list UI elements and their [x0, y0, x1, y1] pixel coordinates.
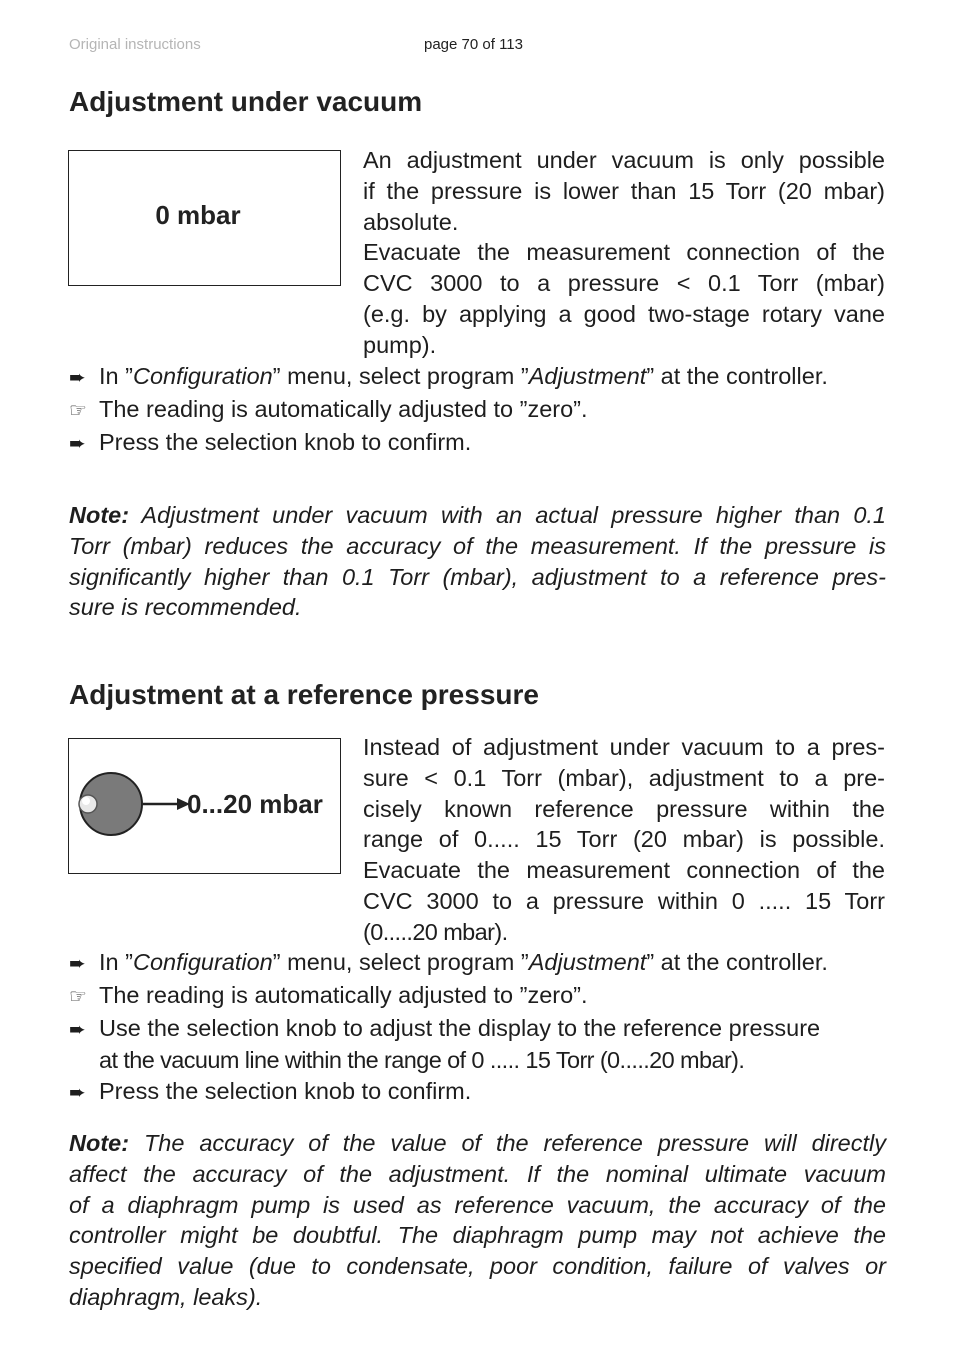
pointing-hand-icon: ☞ [69, 399, 87, 422]
step-text: In ” [99, 363, 133, 389]
page-number: page 70 of 113 [424, 36, 523, 53]
step-text: The reading is automatically adjusted to ”zero”. [99, 981, 588, 1008]
para-line: Evacuate the measurement connection of the [363, 857, 885, 884]
display-box-vacuum [68, 150, 341, 286]
para-line: cisely known reference pressure within the [363, 795, 885, 822]
note-line: specified value (due to condensate, poor condition, failure of valves or [69, 1253, 886, 1280]
step-text: ” at the controller. [646, 949, 828, 975]
para-line: CVC 3000 to a pressure within 0 ..... 15 Torr [363, 887, 885, 914]
step-emphasis: Adjustment [528, 949, 647, 975]
display-box-reference [68, 738, 341, 874]
display-reading: 0...20 mbar [187, 789, 323, 819]
arrow-icon: ➨ [69, 1082, 86, 1105]
para-line: An adjustment under vacuum is only possible [363, 147, 885, 173]
step-item [69, 394, 899, 427]
step-text: Press the selection knob to confirm. [99, 1078, 472, 1105]
pointing-hand-icon: ☞ [69, 985, 87, 1008]
section2-steps [69, 947, 899, 1109]
para-line: (0.....20 mbar). [363, 918, 508, 945]
para-line: range of 0..... 15 Torr (20 mbar) is possible. [363, 826, 885, 853]
para-line: (e.g. by applying a good two-stage rotary vane [363, 300, 885, 327]
para-line: CVC 3000 to a pressure < 0.1 Torr (mbar) [363, 270, 885, 297]
step-continuation: at the vacuum line within the range of 0 ..... 15 Torr (0.....20 mbar). [99, 1047, 745, 1074]
note-line: affect the accuracy of the adjustment. If the nominal ultimate vacuum [69, 1160, 886, 1187]
step-emphasis: Configuration [132, 949, 273, 975]
section-title-reference: Adjustment at a reference pressure [69, 679, 539, 710]
step-item [69, 947, 899, 980]
step-item [69, 427, 899, 460]
section-title-vacuum: Adjustment under vacuum [69, 86, 423, 117]
header-label: Original instructions [69, 36, 201, 53]
note-line [69, 1128, 886, 1159]
para-line: if the pressure is lower than 15 Torr (20 mbar) [363, 177, 885, 204]
step-item [69, 1013, 899, 1046]
step-emphasis: Configuration [132, 363, 273, 389]
note-line: controller might be doubtful. The diaphragm pump may not achieve the [69, 1222, 886, 1249]
step-emphasis: Adjustment [528, 363, 647, 389]
note-text: Adjustment under vacuum with an actual pressure higher than 0.1 [141, 502, 886, 528]
arrow-icon: ➨ [69, 1018, 86, 1041]
arrow-icon: ➨ [69, 367, 86, 389]
note-line [69, 500, 886, 531]
step-text: Use the selection knob to adjust the display to the reference pressure [99, 1014, 821, 1041]
para-line: absolute. [363, 208, 459, 235]
para-line: pump). [363, 331, 437, 358]
note-line: significantly higher than 0.1 Torr (mbar), adjustment to a reference pres- [69, 563, 886, 590]
step-text: ” at the controller. [646, 363, 828, 389]
step-text: In ” [99, 949, 133, 975]
note-label: Note: [69, 1130, 130, 1156]
note-line: diaphragm, leaks). [69, 1283, 263, 1310]
para-line: Evacuate the measurement connection of the [363, 239, 885, 266]
step-item [69, 361, 899, 394]
selection-knob-icon [73, 769, 203, 839]
step-item [69, 980, 899, 1013]
section2-paragraph [363, 732, 885, 948]
note-line: sure is recommended. [69, 594, 302, 621]
note-line: of a diaphragm pump is used as reference vacuum, the accuracy of the [69, 1191, 886, 1218]
step-text: Press the selection knob to confirm. [99, 428, 472, 455]
section1-paragraph [363, 145, 885, 361]
arrow-icon: ➨ [69, 432, 86, 455]
para-line: Instead of adjustment under vacuum to a pres- [363, 734, 885, 760]
step-text: The reading is automatically adjusted to ”zero”. [99, 395, 588, 422]
display-reading: 0 mbar [155, 200, 241, 230]
step-text: ” menu, select program ” [272, 363, 529, 389]
step-item [69, 1076, 899, 1109]
section1-note [69, 500, 886, 623]
note-label: Note: [69, 502, 130, 528]
note-text: The accuracy of the value of the reference pressure will directly [143, 1130, 886, 1156]
step-text: ” menu, select program ” [272, 949, 529, 975]
section1-steps [69, 361, 899, 459]
section2-note [69, 1128, 886, 1313]
note-line: Torr (mbar) reduces the accuracy of the measurement. If the pressure is [69, 532, 886, 559]
arrow-icon: ➨ [69, 953, 86, 975]
para-line: sure < 0.1 Torr (mbar), adjustment to a pre- [363, 764, 885, 791]
